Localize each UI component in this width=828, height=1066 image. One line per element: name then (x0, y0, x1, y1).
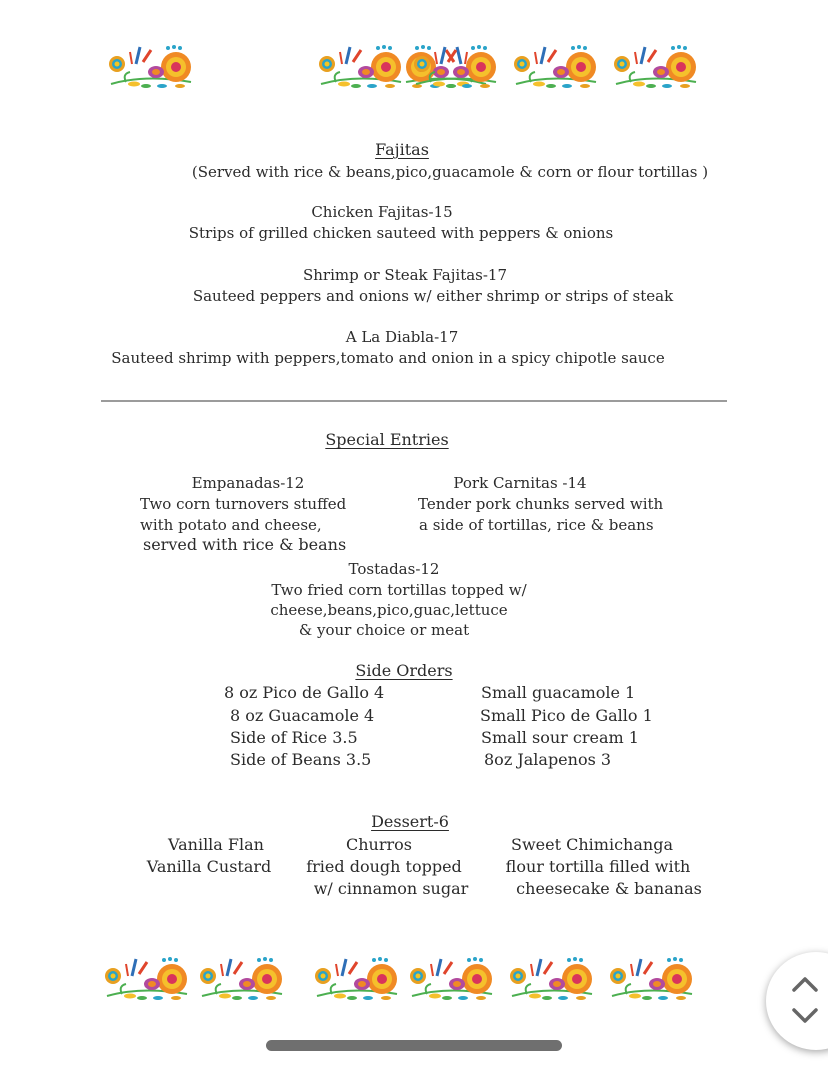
tostadas-desc: Two fried corn tortillas topped w/ (271, 581, 527, 599)
special-entries-title: Special Entries (325, 430, 449, 449)
fajitas-note: (Served with rice & beans,pico,guacamole & corn or flour tortillas ) (191, 163, 709, 181)
side-order-item: Small sour cream 1 (481, 728, 639, 747)
tostadas-desc: cheese,beans,pico,guac,lettuce (270, 601, 508, 619)
empanadas-desc: served with rice & beans (143, 535, 347, 554)
carnitas-desc: Tender pork chunks served with (418, 495, 664, 513)
chevron-down-icon[interactable] (792, 1008, 818, 1024)
side-order-item: 8oz Jalapenos 3 (484, 750, 612, 769)
churros-desc: w/ cinnamon sugar (313, 879, 469, 898)
chimichanga-desc: flour tortilla filled with (505, 857, 691, 876)
side-order-item: Side of Beans 3.5 (230, 750, 372, 769)
scroll-button[interactable] (766, 952, 828, 1050)
side-orders-title: Side Orders (355, 661, 453, 680)
churros-name: Churros (346, 835, 412, 854)
empanadas-desc: Two corn turnovers stuffed (140, 495, 347, 513)
fajitas-item-name: A La Diabla-17 (345, 328, 459, 346)
flan-desc: Vanilla Custard (146, 857, 272, 876)
side-order-item: 8 oz Pico de Gallo 4 (224, 683, 385, 702)
side-order-item: Small guacamole 1 (481, 683, 636, 702)
flan-name: Vanilla Flan (168, 835, 264, 854)
chimichanga-desc: cheesecake & bananas (516, 879, 702, 898)
side-order-item: Side of Rice 3.5 (230, 728, 358, 747)
chimichanga-name: Sweet Chimichanga (511, 835, 673, 854)
fajitas-item-desc: Sauteed shrimp with peppers,tomato and onion in a spicy chipotle sauce (111, 349, 665, 367)
fajitas-item-desc: Sauteed peppers and onions w/ either shrimp or strips of steak (192, 287, 674, 305)
horizontal-scrollbar[interactable] (266, 1040, 562, 1051)
section-divider (101, 400, 727, 402)
fajitas-item-desc: Strips of grilled chicken sauteed with peppers & onions (188, 224, 614, 242)
dessert-title: Dessert-6 (371, 812, 449, 831)
side-order-item: 8 oz Guacamole 4 (230, 706, 375, 725)
fajitas-item-name: Shrimp or Steak Fajitas-17 (302, 266, 508, 284)
fajitas-item-name: Chicken Fajitas-15 (311, 203, 453, 221)
fajitas-title: Fajitas (375, 140, 429, 159)
chevron-up-icon[interactable] (792, 976, 818, 992)
churros-desc: fried dough topped (306, 857, 462, 876)
tostadas-name: Tostadas-12 (348, 560, 440, 578)
floral-border-top (106, 40, 706, 100)
tostadas-desc: & your choice or meat (298, 621, 470, 639)
side-order-item: Small Pico de Gallo 1 (480, 706, 653, 725)
empanadas-name: Empanadas-12 (191, 474, 305, 492)
floral-border-bottom (102, 952, 702, 1012)
carnitas-desc: a side of tortillas, rice & beans (419, 516, 654, 534)
carnitas-name: Pork Carnitas -14 (453, 474, 587, 492)
empanadas-desc: with potato and cheese, (140, 516, 322, 534)
